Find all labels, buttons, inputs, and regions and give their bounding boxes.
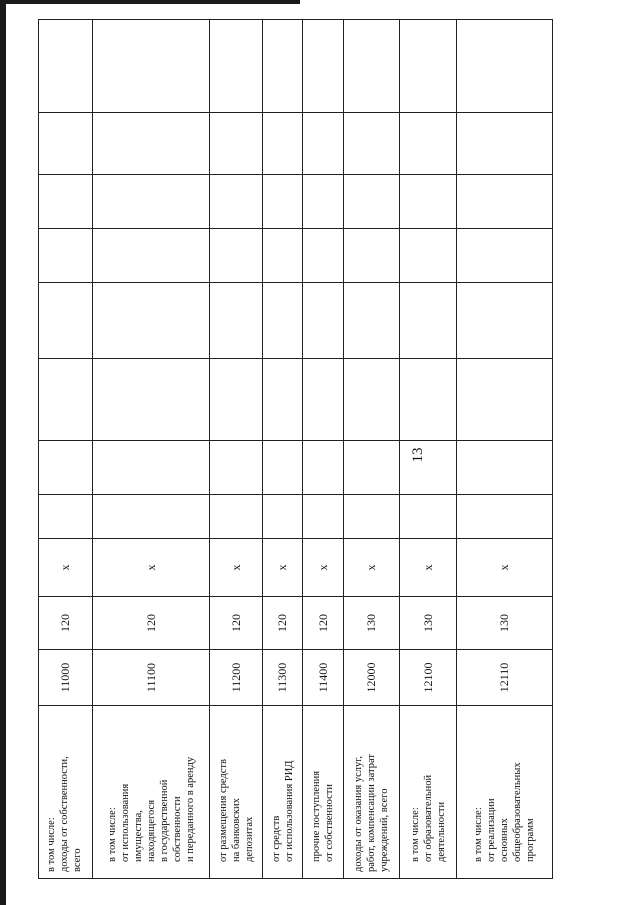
empty-value-cell — [303, 441, 344, 495]
empty-value-cell — [400, 20, 457, 113]
row-code-cell: 12100 — [400, 650, 457, 706]
empty-value-cell — [39, 175, 93, 229]
row-kbk-cell: 120 — [263, 597, 303, 650]
row-name-cell — [39, 706, 93, 879]
empty-value-cell — [400, 229, 457, 283]
empty-value-cell — [39, 495, 93, 539]
table-row — [93, 20, 210, 879]
row-mark-cell: х — [263, 539, 303, 597]
row-code-cell: 11300 — [263, 650, 303, 706]
empty-value-cell — [39, 229, 93, 283]
row-mark-cell: х — [303, 539, 344, 597]
empty-value-cell — [344, 229, 400, 283]
empty-value-cell — [344, 359, 400, 441]
row-code-cell: 11400 — [303, 650, 344, 706]
row-kbk-cell: 120 — [39, 597, 93, 650]
row-name-cell — [400, 706, 457, 879]
row-kbk-cell: 120 — [93, 597, 210, 650]
row-name-line: в том числе: — [106, 807, 118, 862]
row-name-line: от использования РИД — [283, 760, 295, 862]
empty-value-cell — [263, 441, 303, 495]
empty-value-cell — [39, 283, 93, 359]
row-name-line: учреждений, всего — [379, 788, 390, 872]
row-code-cell: 11100 — [93, 650, 210, 706]
row-name-line: прочие поступления — [311, 770, 322, 862]
empty-value-cell — [93, 20, 210, 113]
empty-value-cell — [400, 283, 457, 359]
row-mark-cell: х — [344, 539, 400, 597]
row-name-line: основных — [499, 818, 510, 862]
row-name-line: общеобразовательных — [512, 762, 523, 862]
empty-value-cell — [263, 495, 303, 539]
row-mark-cell: х — [457, 539, 553, 597]
empty-value-cell — [210, 113, 263, 175]
empty-value-cell — [344, 113, 400, 175]
row-name-cell — [210, 706, 263, 879]
row-name-line: программ — [525, 818, 536, 862]
empty-value-cell — [303, 175, 344, 229]
row-name-line: имущества, — [132, 810, 144, 862]
row-code-cell: 12000 — [344, 650, 400, 706]
empty-value-cell — [457, 20, 553, 113]
empty-value-cell — [39, 359, 93, 441]
empty-value-cell — [400, 175, 457, 229]
row-name-cell — [303, 706, 344, 879]
empty-value-cell — [344, 175, 400, 229]
row-name-line: деятельности — [435, 801, 447, 862]
empty-value-cell — [457, 113, 553, 175]
empty-value-cell — [93, 113, 210, 175]
empty-value-cell — [93, 441, 210, 495]
row-mark-cell: х — [39, 539, 93, 597]
row-name-cell — [263, 706, 303, 879]
row-name-line: и переданного в аренду — [184, 756, 196, 862]
empty-value-cell — [400, 495, 457, 539]
row-code-cell: 12110 — [457, 650, 553, 706]
empty-value-cell — [344, 20, 400, 113]
row-name-line: в том числе: — [473, 807, 484, 862]
table-row — [457, 20, 553, 879]
empty-value-cell — [457, 283, 553, 359]
empty-value-cell — [400, 359, 457, 441]
empty-value-cell — [39, 441, 93, 495]
row-name-line: доходы от собственности, — [59, 756, 70, 872]
rotated-table-wrapper — [38, 20, 552, 879]
row-name-line: доходы от оказания услуг, — [353, 756, 364, 872]
empty-value-cell — [303, 359, 344, 441]
empty-value-cell — [93, 229, 210, 283]
empty-value-cell — [210, 495, 263, 539]
empty-value-cell — [303, 229, 344, 283]
row-kbk-cell: 130 — [400, 597, 457, 650]
empty-value-cell — [344, 441, 400, 495]
empty-value-cell — [457, 175, 553, 229]
empty-value-cell — [210, 441, 263, 495]
page-number: 13 — [410, 447, 426, 463]
empty-value-cell — [457, 495, 553, 539]
table-row — [303, 20, 344, 879]
empty-value-cell — [210, 175, 263, 229]
empty-value-cell — [263, 175, 303, 229]
empty-value-cell — [93, 283, 210, 359]
table-row — [263, 20, 303, 879]
empty-value-cell — [210, 283, 263, 359]
row-name-line: находящегося — [145, 799, 157, 862]
row-kbk-cell: 120 — [210, 597, 263, 650]
empty-value-cell — [210, 359, 263, 441]
row-mark-cell: х — [93, 539, 210, 597]
row-name-line: депозитах — [243, 816, 255, 862]
row-name-line: на банковских — [230, 798, 242, 862]
row-kbk-cell: 120 — [303, 597, 344, 650]
row-code-cell: 11000 — [39, 650, 93, 706]
row-kbk-cell: 130 — [344, 597, 400, 650]
table-row — [210, 20, 263, 879]
empty-value-cell — [303, 20, 344, 113]
empty-value-cell — [263, 113, 303, 175]
empty-value-cell — [263, 359, 303, 441]
scan-edge-top — [0, 0, 300, 4]
row-name-line: от реализации — [486, 798, 497, 862]
empty-value-cell — [400, 113, 457, 175]
table-row — [400, 20, 457, 879]
row-name-cell — [93, 706, 210, 879]
empty-value-cell — [39, 20, 93, 113]
empty-value-cell — [93, 175, 210, 229]
empty-value-cell — [344, 495, 400, 539]
empty-value-cell — [263, 283, 303, 359]
empty-value-cell — [263, 229, 303, 283]
row-kbk-cell: 130 — [457, 597, 553, 650]
table-row — [39, 20, 93, 879]
empty-value-cell — [93, 359, 210, 441]
empty-value-cell — [263, 20, 303, 113]
scan-edge-left — [0, 0, 6, 905]
empty-value-cell — [210, 20, 263, 113]
table-body — [39, 20, 553, 879]
row-mark-cell: х — [400, 539, 457, 597]
row-name-line: в том числе: — [409, 807, 421, 862]
row-name-line: в том числе: — [46, 817, 57, 872]
row-name-cell — [457, 706, 553, 879]
row-name-line: от собственности — [324, 783, 335, 862]
empty-value-cell — [303, 113, 344, 175]
table-row — [344, 20, 400, 879]
row-name-line: от размещения средств — [217, 759, 229, 862]
row-name-line: всего — [72, 848, 83, 872]
row-name-line: от образовательной — [422, 774, 434, 862]
row-name-line: в государственной — [158, 779, 170, 862]
empty-value-cell — [93, 495, 210, 539]
empty-value-cell — [457, 441, 553, 495]
empty-value-cell — [344, 283, 400, 359]
empty-value-cell — [303, 495, 344, 539]
row-name-cell — [344, 706, 400, 879]
row-code-cell: 11200 — [210, 650, 263, 706]
empty-value-cell — [457, 359, 553, 441]
row-mark-cell: х — [210, 539, 263, 597]
empty-value-cell — [457, 229, 553, 283]
row-name-line: от использования — [119, 783, 131, 862]
row-name-line: собственности — [171, 796, 183, 862]
empty-value-cell — [210, 229, 263, 283]
income-table — [38, 19, 553, 879]
row-name-line: работ, компенсации затрат — [366, 754, 377, 872]
empty-value-cell — [39, 113, 93, 175]
empty-value-cell — [400, 441, 457, 495]
empty-value-cell — [303, 283, 344, 359]
row-name-line: от средств — [270, 815, 282, 862]
